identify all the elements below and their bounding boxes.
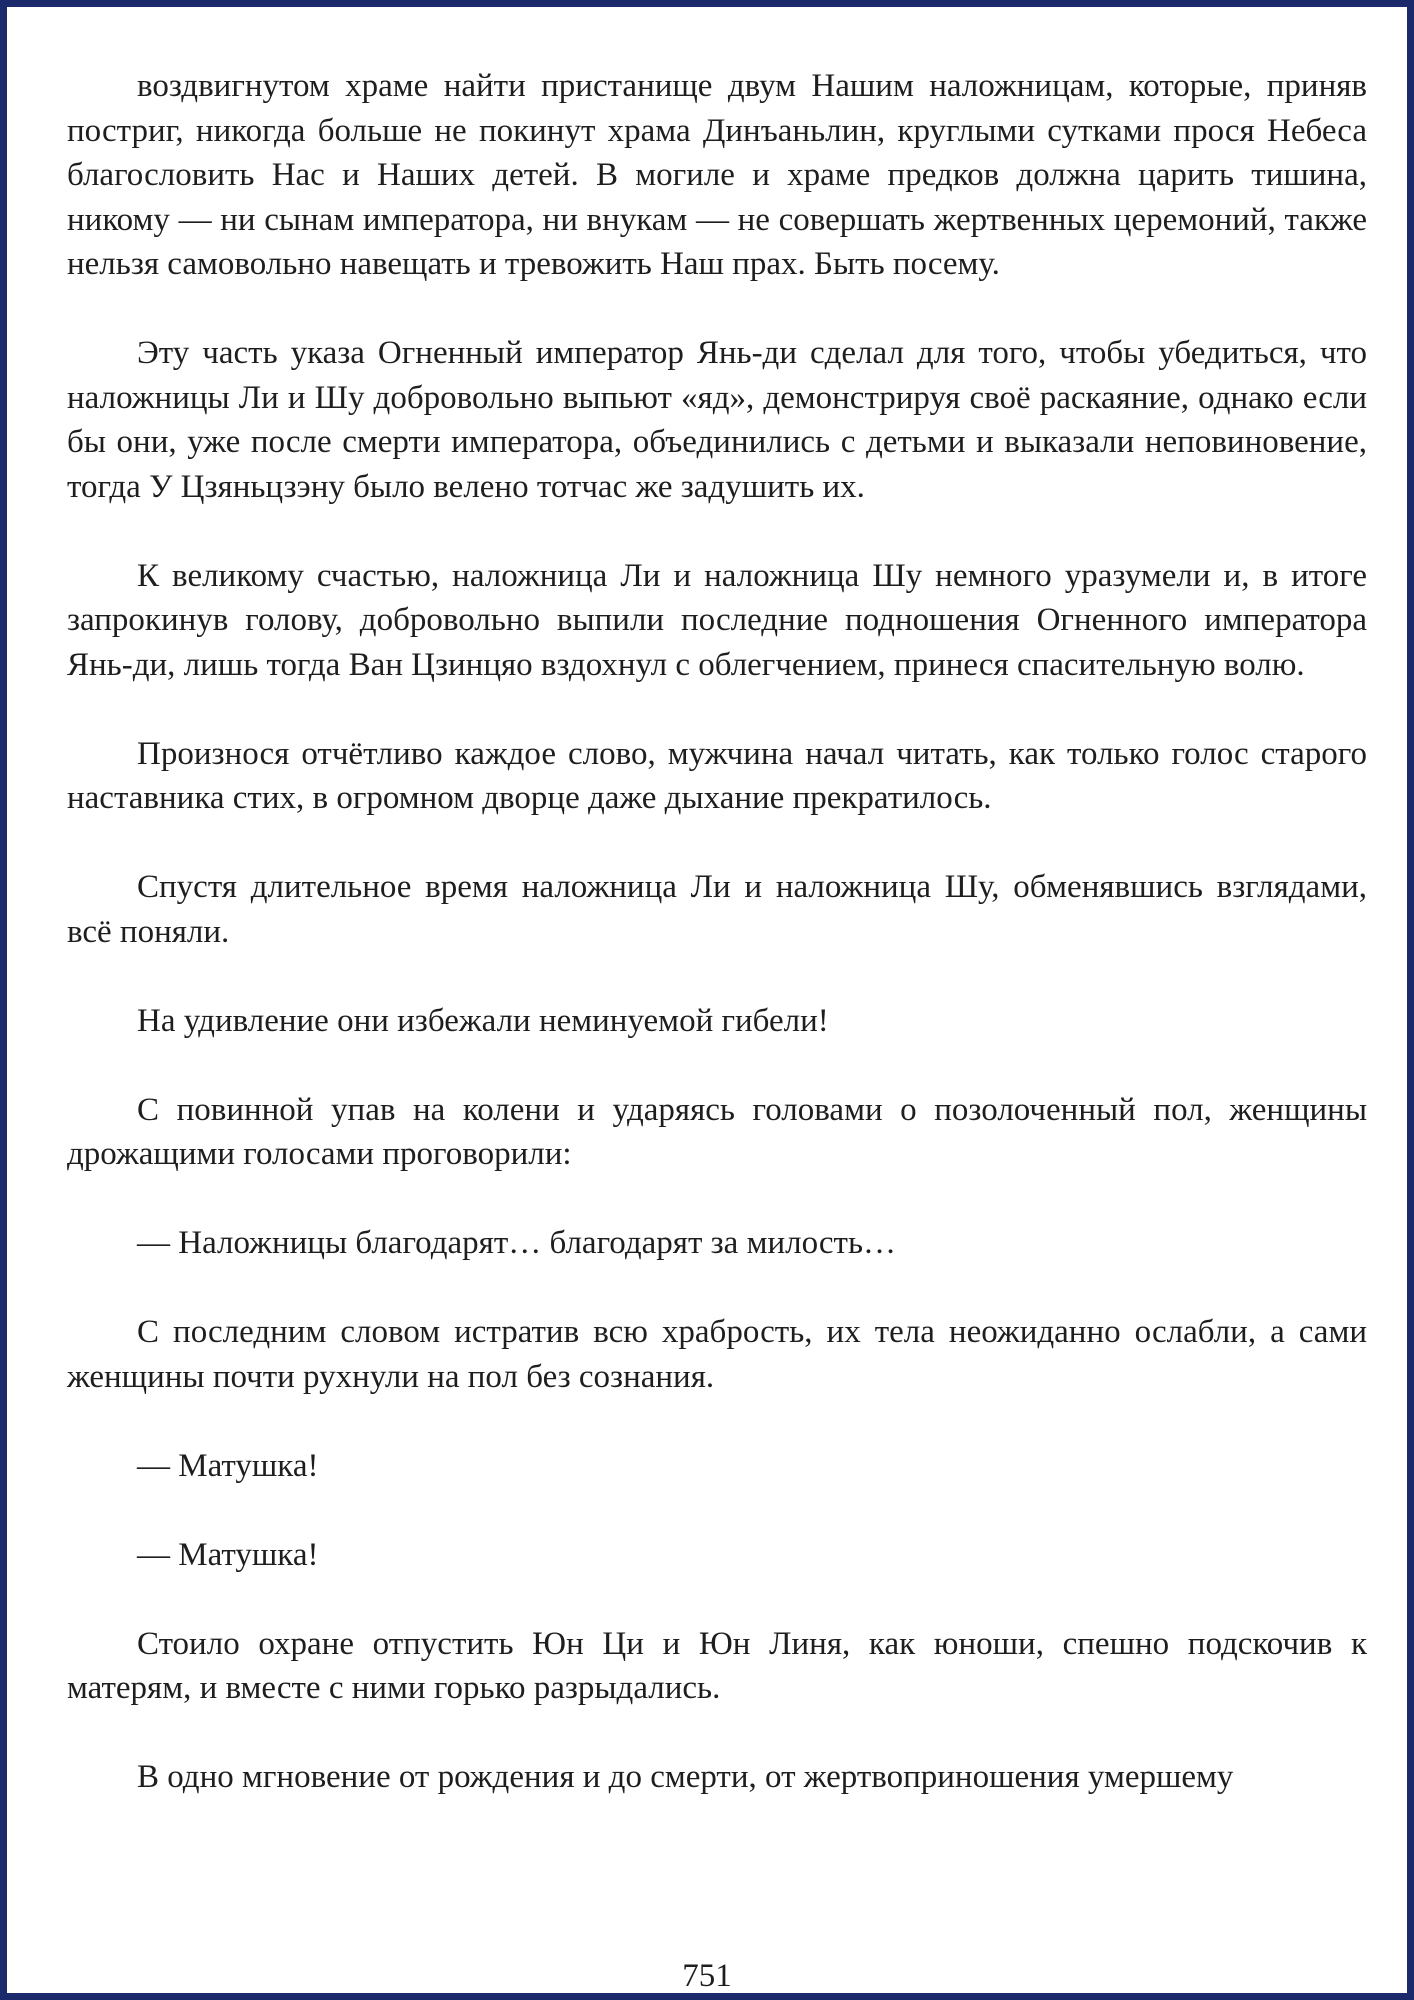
paragraph-7: С повинной упав на колени и ударяясь головами о позолоченный пол, женщины дрожащими голосами проговорили: xyxy=(67,1091,1367,1172)
paragraph-9: С последним словом истратив всю храбрость, их тела неожиданно ослабли, а сами женщины почти рухнули на пол без сознания. xyxy=(67,1314,1367,1395)
paragraph-13: В одно мгновение от рождения и до смерти, от жертвоприношения умершему xyxy=(137,1759,1234,1795)
paragraph-5: Спустя длительное время наложница Ли и наложница Шу, обменявшись взглядами, всё поняли. xyxy=(67,869,1367,950)
paragraph-12: Стоило охране отпустить Юн Ци и Юн Линя, как юноши, спешно подскочив к матерям, и вместе с ними горько разрыдались. xyxy=(67,1625,1367,1706)
paragraph-1: воздвигнутом храме найти пристанище двум Нашим наложницам, которые, приняв постриг, никогда больше не покинут храма Динъаньлин, круглыми сутками прося Небеса благословить Нас и Наших детей. В могиле и храме предков должна царить тишина, никому — ни сынам императора, ни внукам — не совершать жертвенных церемоний, также нельзя самовольно навещать и тревожить Наш прах. Быть посему. xyxy=(67,68,1367,282)
paragraph-10: — Матушка! xyxy=(137,1447,319,1484)
paragraph-3: К великому счастью, наложница Ли и наложница Шу немного уразумели и, в итоге запрокинув голову, добровольно выпили последние подношения Огненного императора Янь-ди, лишь тогда Ван Цзинцяо вздохнул с облегчением, принеся спасительную волю. xyxy=(67,557,1367,683)
paragraph-2: Эту часть указа Огненный император Янь-ди сделал для того, чтобы убедиться, что наложницы Ли и Шу добровольно выпьют «яд», демонстрируя своё раскаяние, однако если бы они, уже после смерти императора, объединились с детьми и выказали неповиновение, тогда У Цзяньцзэну было велено тотчас же задушить их. xyxy=(67,335,1367,505)
paragraph-6: На удивление они избежали неминуемой гибели! xyxy=(137,1002,829,1039)
page-body-text xyxy=(67,64,1367,1800)
paragraph-4: Произнося отчётливо каждое слово, мужчина начал читать, как только голос старого наставника стих, в огромном дворце даже дыхание прекратилось. xyxy=(67,735,1367,816)
paragraph-8: — Наложницы благодарят… благодарят за милость… xyxy=(137,1225,897,1261)
paragraph-11: — Матушка! xyxy=(137,1536,319,1573)
page-number: 751 xyxy=(682,1958,732,1994)
